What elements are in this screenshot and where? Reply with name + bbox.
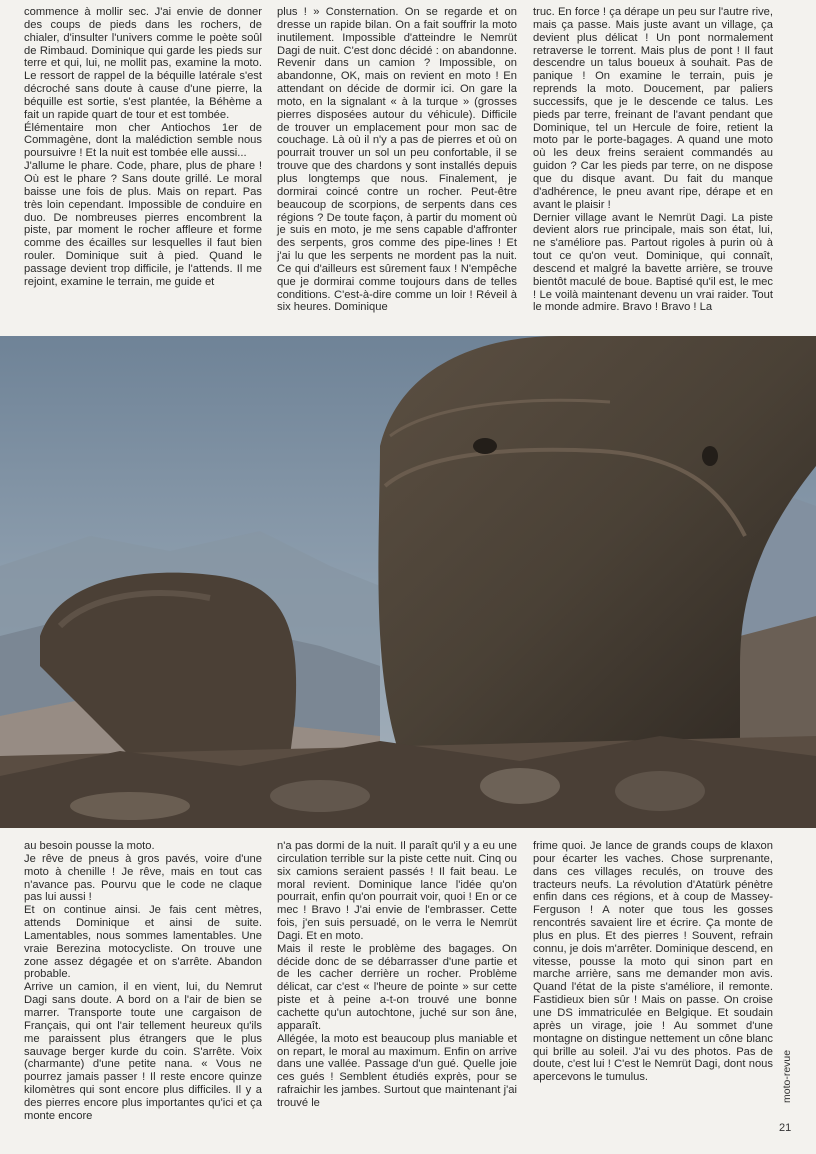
paragraph: Élémentaire mon cher Antiochos 1er de Commagène, dont la malédiction semble nous poursuivre ! Et la nuit est tombée elle aussi... [24,121,262,160]
article-column-1-bottom [24,840,262,1123]
paragraph: commence à mollir sec. J'ai envie de donner des coups de pieds dans les rochers, de chialer, d'insulter l'univers comme le poète soûl de Rimbaud. Dominique qui garde les pieds sur terre et qui, lui, ne mollit pas, examine la moto. Le ressort de rappel de la béquille latérale s'est décroché sans doute à cause d'une pierre, la béquille est sortie, s'est plantée, la Béhème a fait un rapide quart de tour et est tombée. [24,6,262,121]
magazine-name-text: moto-revue [781,1049,793,1103]
page-number: 21 [779,1122,792,1134]
paragraph: Allégée, la moto est beaucoup plus maniable et on repart, le moral au maximum. Enfin on arrive dans une vallée. Passage d'un gué. Quelle joie ces gués ! Semblent étudiés exprès, pour se rafraichir les jambes. Surtout que maintenant j'ai trouvé le [277,1032,517,1109]
nemrut-dagi-photo [0,336,816,828]
paragraph: Et on continue ainsi. Je fais cent mètres, attends Dominique et ainsi de suite. Lamentables, nous sommes lamentables. Une vraie Berezina motocycliste. On trouve une zone assez dégagée et on s'arrête. Abandon probable. [24,904,262,981]
article-column-3-bottom [533,840,773,1084]
stone-heads-illustration [0,336,816,828]
paragraph: frime quoi. Je lance de grands coups de klaxon pour écarter les vaches. Chose surprenante, dans ces villages reculés, on trouve des tracteurs neufs. La révolution d'Atatürk pénètre enfin dans ces régions, et à coup de Massey-Ferguson ! A noter que tous les gosses rencontrés savaient lire et écrire. Ça monte de plus en plus. Et des pierres ! Souvent, refrain connu, je dois m'arrêter. Dominique descend, en vitesse, pousse la moto qui sinon part en marche arrière, sans me demander mon avis. Quand l'état de la piste s'améliore, il remonte. Fastidieux bien sûr ! Mais on passe. On croise une DS immatriculée en Belgique. Et soudain après un virage, joie ! Au sommet d'une montagne on distingue nettement un cône blanc qui brille au soleil. J'ai vu des photos. Pas de doute, c'est lui ! C'est le Nemrüt Dagi, dont nous apercevons le tumulus. [533,840,773,1084]
paragraph: n'a pas dormi de la nuit. Il paraît qu'il y a eu une circulation terrible sur la piste cette nuit. Cinq ou six camions seraient passés ! Il fait beau. Le moral revient. Dominique lance l'idée qu'on pourrait, enfin qu'on pourrait voir, quoi ! En or ce mec ! Bravo ! J'ai envie de l'embrasser. Cette fois, j'en suis persuadé, on le verra le Nemrüt Dagi. Et en moto. [277,840,517,942]
paragraph: Dernier village avant le Nemrüt Dagi. La piste devient alors rue principale, mais son état, lui, ne s'améliore pas. Partout rigoles à purin où à tout ce qu'on veut. Dominique, qui connaît, descend et malgré la bavette arrière, se trouve bientôt maculé de boue. Baptisé qu'il est, le mec ! Le voilà maintenant devenu un vrai raider. Tout le monde admire. Bravo ! Bravo ! La [533,211,773,314]
article-column-3-top [533,6,773,314]
article-column-1-top [24,6,262,289]
magazine-name [781,1035,795,1105]
paragraph: J'allume le phare. Code, phare, plus de phare ! Où est le phare ? Sans doute grillé. Le moral baisse une fois de plus. Mais on repart. Pas très loin cependant. Impossible de conduire en duo. De nombreuses pierres encombrent la piste, par moment le rocher affleure et forme comme des écailles sur lesquelles il faut bien rouler. Dominique suit à pied. Quand le passage devient trop difficile, je l'attends. Il me rejoint, examine le terrain, me guide et [24,160,262,288]
article-column-2-bottom [277,840,517,1110]
paragraph: plus ! » Consternation. On se regarde et on dresse un rapide bilan. On a fait souffrir la moto inutilement. Impossible d'atteindre le Nemrüt Dagi de nuit. C'est donc décidé : on abandonne. Revenir dans un camion ? Impossible, on abandonne, OK, mais on revient en moto ! En attendant on décide de dormir ici. On gare la moto, en la signalant « à la turque » (grosses pierres disposées autour du véhicule). Difficile de trouver un emplacement pour mon sac de couchage. Là où il n'y a pas de pierres et où on pourrait trouver un sol un peu confortable, il se trouve que des chardons y sont installés depuis plus longtemps que nous. Finalement, je dormirai coincé contre un rocher. Peut-être beaucoup de scorpions, de serpents dans ces régions ? De toute façon, à partir du moment où je suis en moto, je me sens capable d'affronter des serpents, gros comme des pipe-lines ! Et j'ai lu que les serpents ne mordent pas la nuit. Ce qui d'ailleurs est sûrement faux ! N'empêche que je dormirai comme toujours dans de telles conditions. C'est-à-dire comme un loir ! Réveil à six heures. Dominique [277,6,517,314]
paragraph: Mais il reste le problème des bagages. On décide donc de se débarrasser d'une partie et de les cacher derrière un rocher. Problème délicat, car c'est « l'heure de pointe » sur cette piste et à peine a-t-on trouvé une bonne cachette qu'un autochtone, juché sur son âne, apparaît. [277,942,517,1032]
paragraph: au besoin pousse la moto. [24,840,155,852]
article-column-2-top [277,6,517,314]
paragraph: truc. En force ! ça dérape un peu sur l'autre rive, mais ça passe. Mais juste avant un village, ça devient plus délicat ! Un pont normalement retraverse le torrent. Mais plus de pont ! Il faut descendre un talus boueux à souhait. Pas de panique ! On examine le terrain, puis je reprends la moto. Doucement, par paliers successifs, que je le descende ce talus. Les pieds par terre, freinant de l'avant pendant que Dominique, tel un Hercule de foire, retient la moto par le porte-bagages. A quand une moto où les deux freins seraient commandés au guidon ? Car les pieds par terre, on ne dispose que du disque avant. Du fait du manque d'adhérence, le pneu avant ripe, dérape et en avant le plaisir ! [533,6,773,211]
paragraph: Arrive un camion, il en vient, lui, du Nemrut Dagi sans doute. A bord on a l'air de bien se marrer. Transporte toute une cargaison de Français, qui ont l'air tellement heureux qu'ils me paraissent plus étrangers que le plus sauvage berger kurde du coin. S'arrête. Voix (charmante) d'une petite nana. « Vous ne pourrez jamais passer ! Il reste encore quinze kilomètres qui sont encore plus difficiles. Il y a des pierres encore plus importantes qu'ici et ça monte encore [24,981,262,1122]
paragraph: Je rêve de pneus à gros pavés, voire d'une moto à chenille ! Je rêve, mais en tout cas n'avance pas. Pourvu que le code ne claque pas lui aussi ! [24,852,262,904]
